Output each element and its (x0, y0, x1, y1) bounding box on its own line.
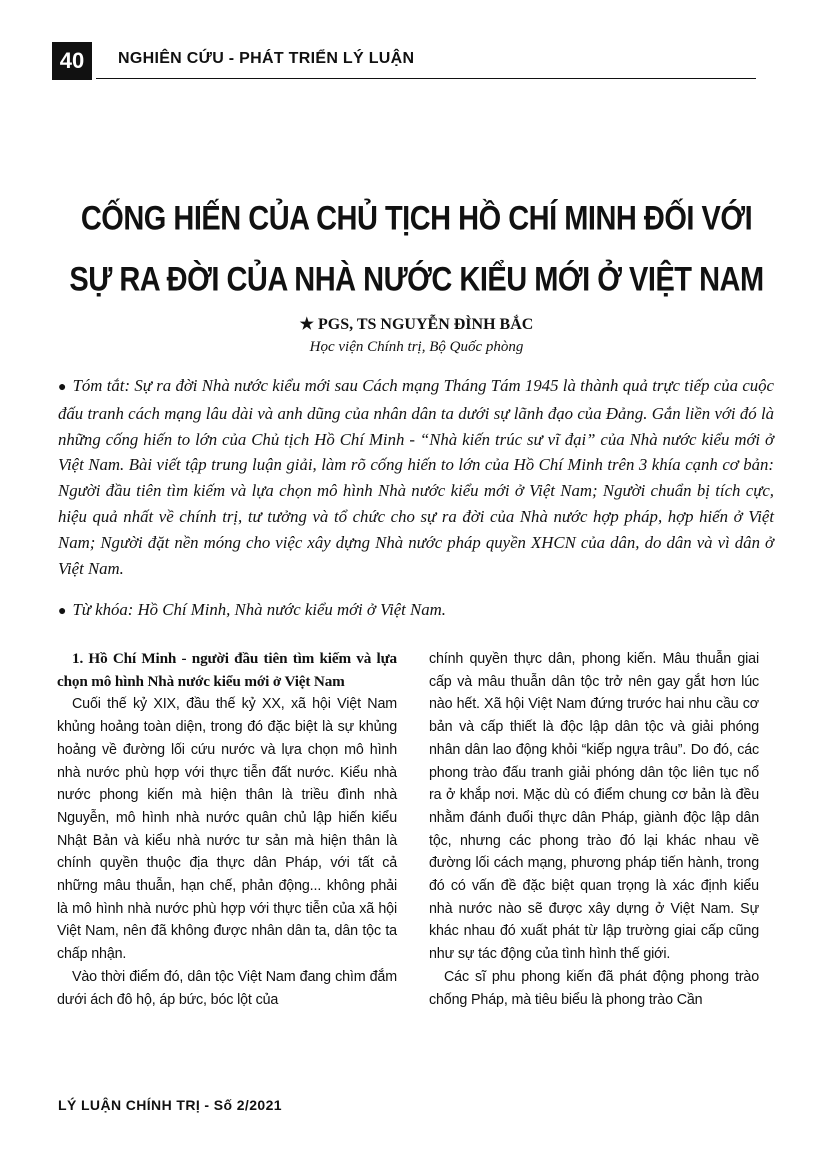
article-title (60, 188, 773, 311)
header-divider (96, 78, 756, 79)
section-title: NGHIÊN CỨU - PHÁT TRIỂN LÝ LUẬN (118, 50, 415, 67)
bullet-icon: ● (58, 604, 67, 619)
journal-footer: LÝ LUẬN CHÍNH TRỊ - Số 2/2021 (58, 1097, 282, 1113)
left-column (57, 648, 397, 1011)
author-affiliation: Học viện Chính trị, Bộ Quốc phòng (309, 339, 524, 355)
title-line-2: SỰ RA ĐỜI CỦA NHÀ NƯỚC KIỂU MỚI Ở VIỆT NAM (69, 261, 764, 299)
section-1-heading: 1. Hồ Chí Minh - người đầu tiên tìm kiếm và lựa chọn mô hình Nhà nước kiểu mới ở Việt Nam (57, 650, 397, 690)
bullet-icon: ● (58, 380, 67, 395)
left-paragraph-2: Vào thời điểm đó, dân tộc Việt Nam đang chìm đắm dưới ách đô hộ, áp bức, bóc lột của (57, 968, 397, 1008)
abstract-label: Tóm tắt: (72, 376, 131, 395)
keywords-text: Hồ Chí Minh, Nhà nước kiểu mới ở Việt Nam. (137, 600, 446, 619)
abstract-text: Sự ra đời Nhà nước kiểu mới sau Cách mạng Tháng Tám 1945 là thành quả trực tiếp của cuộc đấu tranh cách mạng lâu dài và anh dũng của nhân dân ta dưới sự lãnh đạo của Đảng. Gắn liền với đó là những cống hiến to lớn của Chủ tịch Hồ Chí Minh - “Nhà kiến trúc sư vĩ đại” của Nhà nước kiểu mới ở Việt Nam. Bài viết tập trung luận giải, làm rõ cống hiến to lớn của Hồ Chí Minh trên 3 khía cạnh cơ bản: Người đầu tiên tìm kiếm và lựa chọn mô hình Nhà nước kiểu mới ở Việt Nam; Người chuẩn bị tích cực, hiệu quả nhất về chính trị, tư tưởng và tổ chức cho sự ra đời của Nhà nước hợp pháp, hợp hiến ở Việt Nam; Người đặt nền móng cho việc xây dựng Nhà nước pháp quyền XHCN của dân, do dân và vì dân ở Việt Nam. (58, 376, 774, 578)
keywords-label: Từ khóa: (72, 600, 134, 619)
page-number: 40 (52, 42, 92, 80)
keywords (58, 597, 774, 624)
abstract (58, 373, 774, 581)
author-name: ★ PGS, TS NGUYỄN ĐÌNH BẮC (299, 316, 534, 333)
title-line-1: CỐNG HIẾN CỦA CHỦ TỊCH HỒ CHÍ MINH ĐỐI VỚI (80, 199, 753, 238)
right-paragraph-2: Các sĩ phu phong kiến đã phát động phong trào chống Pháp, mà tiêu biểu là phong trào Cần (429, 968, 759, 1008)
right-column (429, 648, 759, 1011)
right-paragraph-1: chính quyền thực dân, phong kiến. Mâu thuẫn giai cấp và mâu thuẫn dân tộc trở nên gay gắt hơn lúc nào hết. Xã hội Việt Nam đứng trước hai nhu cầu cơ bản và cấp thiết là độc lập dân tộc và giải phóng nhân dân lao động khỏi “kiếp ngựa trâu”. Do đó, các phong trào đấu tranh giải phóng dân tộc liên tục nổ ra ở khắp nơi. Mặc dù có điểm chung cơ bản là đều nhằm đánh đuổi thực dân Pháp, giành độc lập dân tộc, nhưng các phong trào đó lại khác nhau về đường lối cách mạng, phương pháp tiến hành, trong đó có vấn đề đặc biệt quan trọng là xác định kiểu nhà nước nào sẽ được xây dựng ở Việt Nam. Sự khác nhau đó xuất phát từ lập trường giai cấp cũng như sự tác động của tình hình thế giới. (429, 651, 759, 963)
left-paragraph-1: Cuối thế kỷ XIX, đầu thế kỷ XX, xã hội Việt Nam khủng hoảng toàn diện, trong đó đặc biệt là sự khủng hoảng về đường lối cứu nước và lựa chọn mô hình nhà nước phù hợp với thực tiễn đất nước. Kiểu nhà nước phong kiến mà hiện thân là triều đình nhà Nguyễn, mô hình nhà nước quân chủ lập hiến kiểu Nhật Bản và kiểu nhà nước tư sản mà hiện thân là chính quyền thuộc địa thực dân Pháp, với tất cả những mâu thuẫn, hạn chế, phản động... không phải là mô hình nhà nước phù hợp với thực tiễn của xã hội Việt Nam, nên đã không được nhân dân ta, dân tộc ta chấp nhận. (57, 696, 397, 963)
